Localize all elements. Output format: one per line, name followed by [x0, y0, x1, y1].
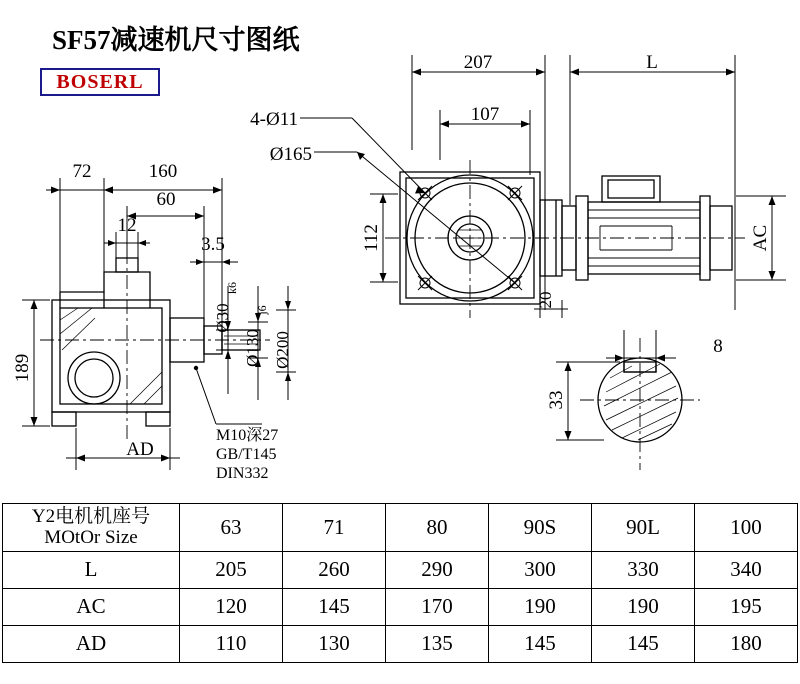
dim-33: 33: [546, 390, 567, 410]
cell-AC-80: 170: [386, 588, 489, 625]
note-standard-din: DIN332: [216, 465, 269, 482]
brand-logo-text: BOSERL: [56, 70, 144, 93]
cell-AC-90l: 190: [592, 588, 695, 625]
cell-L-90s: 300: [489, 551, 592, 588]
cell-size-100: 100: [695, 504, 798, 552]
cell-AC-63: 120: [180, 588, 283, 625]
cell-size-90s: 90S: [489, 504, 592, 552]
dim-3-5: 3.5: [201, 234, 225, 255]
cell-size-63: 63: [180, 504, 283, 552]
cell-L-100: 340: [695, 551, 798, 588]
cell-AD-90l: 145: [592, 625, 695, 662]
cell-L-90l: 330: [592, 551, 695, 588]
dim-107: 107: [470, 104, 500, 125]
dim-d200: Ø200: [273, 331, 292, 369]
dim-AC: AC: [750, 224, 771, 252]
cell-AC-71: 145: [283, 588, 386, 625]
dim-4xd11: 4-Ø11: [250, 109, 298, 130]
spec-table: [2, 503, 798, 663]
dim-d130: Ø130: [243, 329, 262, 367]
row-header-AD: AD: [3, 625, 180, 662]
dim-112: 112: [361, 224, 382, 252]
cell-AD-71: 130: [283, 625, 386, 662]
dim-12: 12: [117, 215, 137, 236]
cell-AD-100: 180: [695, 625, 798, 662]
cell-size-90l: 90L: [592, 504, 695, 552]
dim-8: 8: [713, 336, 723, 357]
table-row: [3, 504, 798, 552]
cell-AC-100: 195: [695, 588, 798, 625]
table-row: [3, 551, 798, 588]
cell-AD-80: 135: [386, 625, 489, 662]
row-header-motor-size: [3, 504, 180, 552]
dim-60: 60: [156, 189, 176, 210]
page-title: SF57减速机尺寸图纸: [52, 25, 300, 55]
dim-207: 207: [463, 52, 493, 73]
dim-d130-tol: j6: [255, 305, 269, 315]
dim-d30: Ø30: [213, 303, 232, 333]
table-row: [3, 588, 798, 625]
cell-AD-90s: 145: [489, 625, 592, 662]
cell-L-80: 290: [386, 551, 489, 588]
cell-L-71: 260: [283, 551, 386, 588]
row-header-line1: Y2电机机座号: [31, 506, 151, 527]
cell-size-71: 71: [283, 504, 386, 552]
dim-189: 189: [12, 353, 33, 383]
cell-size-80: 80: [386, 504, 489, 552]
dim-L: L: [646, 52, 658, 73]
row-header-line2: MOtOr Size: [44, 527, 138, 549]
note-standard-gb: GB/T145: [216, 446, 277, 463]
dim-AD: AD: [126, 439, 154, 460]
dim-d165: Ø165: [269, 144, 312, 165]
dim-72: 72: [72, 161, 92, 182]
row-header-L: L: [3, 551, 180, 588]
cell-AD-63: 110: [180, 625, 283, 662]
cell-L-63: 205: [180, 551, 283, 588]
note-thread: M10深27: [216, 427, 279, 444]
dim-160: 160: [148, 161, 178, 182]
table-row: [3, 625, 798, 662]
dim-20: 20: [536, 291, 555, 309]
cell-AC-90s: 190: [489, 588, 592, 625]
dim-d30-tol: k6: [225, 282, 239, 294]
row-header-AC: AC: [3, 588, 180, 625]
